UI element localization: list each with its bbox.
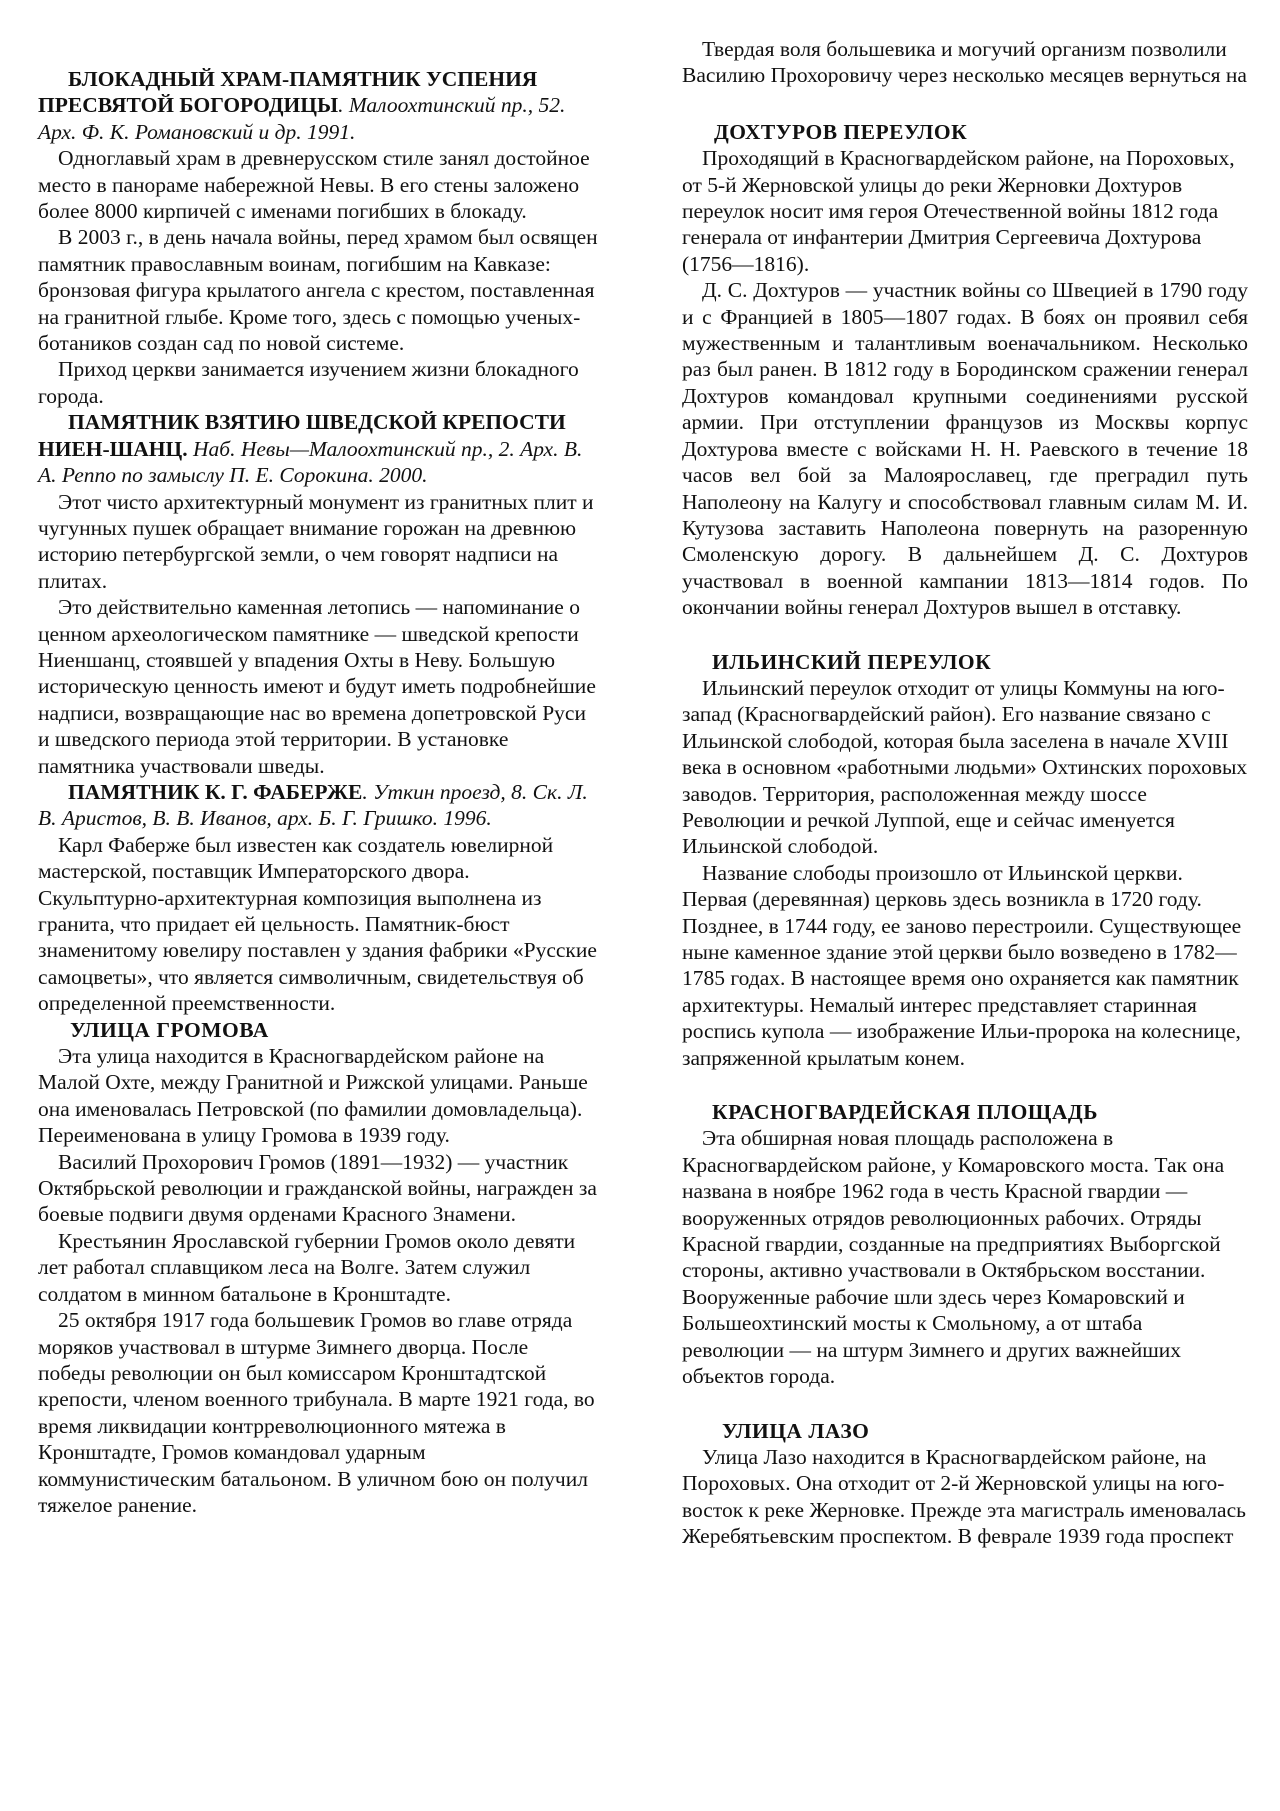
paragraph: Василий Прохорович Громов (1891—1932) — участник Октябрьской революции и гражданской войны, награжден за боевые подвиги двумя орденами Красного Знамени. bbox=[38, 1149, 597, 1227]
paragraph: Эта улица находится в Красногвардейском районе на Малой Охте, между Гранитной и Рижской улицами. Раньше она именовалась Петровской (по фамилии домовладельца). Переименована в улицу Громова в 1939 году. bbox=[38, 1044, 588, 1148]
paragraph: Ильинский переулок отходит от улицы Коммуны на юго-запад (Красногвардейский район). Его название связано с Ильинской слободой, которая была заселена в начале XVIII века в основном «работными людьми» Охтинских пороховых заводов. Территория, расположенная между шоссе Революции и речкой Луппой, еще и сейчас именуется Ильинской слободой. bbox=[682, 675, 1248, 859]
heading-address: Наб. Невы—Малоохтинский пр., 2. Арх. В. А. Реппо по замыслу П. Е. Сорокина. 2000. bbox=[38, 436, 583, 488]
heading-blockade-church bbox=[38, 66, 598, 145]
paragraph: Проходящий в Красногвардейском районе, на Пороховых, от 5-й Жерновской улицы до реки Жерновки Дохтуров переулок носит имя героя Отечественной войны 1812 года генерала от инфантерии Дмитрия Сергеевича Дохтурова (1756—1816). bbox=[682, 146, 1235, 276]
paragraph: Приход церкви занимается изучением жизни блокадного города. bbox=[38, 357, 579, 408]
paragraph: Крестьянин Ярославской губернии Громов около девяти лет работал сплавщиком леса на Волге. Затем служил солдатом в минном батальоне в Кронштадте. bbox=[38, 1228, 576, 1306]
paragraph: Д. С. Дохтуров — участник войны со Швецией в 1790 году и с Францией в 1805—1807 годах. В боях он проявил себя мужественным и талантливым военачальником. Несколько раз был ранен. В 1812 году в Бородинском сражении генерал Дохтуров командовал крупными соединениями русской армии. При отступлении французов из Москвы корпус Дохтурова вместе с войсками Н. Н. Раевского в течение 18 часов вел бой за Малоярославец, где преградил путь Наполеону на Калугу и способствовал главным силам М. И. Кутузова заставить Наполеона повернуть на разоренную Смоленскую дорогу. В дальнейшем Д. С. Дохтуров участвовал в военной кампании 1813—1814 годов. По окончании войны генерал Дохтуров вышел в отставку. bbox=[682, 278, 1248, 620]
heading-lazo-street: УЛИЦА ЛАЗО bbox=[722, 1418, 870, 1443]
paragraph: Карл Фаберже был известен как создатель ювелирной мастерской, поставщик Императорского двора. Скульптурно-архитектурная композиция выполнена из гранита, что придает ей цельность. Памятник-бюст знаменитому ювелиру поставлен у здания фабрики «Русские самоцветы», что является символичным, свидетельствуя об определенной преемственности. bbox=[38, 832, 597, 1016]
heading-dokhturov-lane: ДОХТУРОВ ПЕРЕУЛОК bbox=[714, 119, 968, 144]
heading-nyenskans-monument bbox=[38, 409, 598, 488]
heading-title: БЛОКАДНЫЙ ХРАМ-ПАМЯТНИК УСПЕНИЯ ПРЕСВЯТОЙ БОГОРОДИЦЫ bbox=[38, 67, 538, 118]
heading-title: ПАМЯТНИК К. Г. ФАБЕРЖЕ bbox=[68, 779, 363, 804]
right-column bbox=[682, 0, 1248, 1550]
heading-ilyinsky-lane: ИЛЬИНСКИЙ ПЕРЕУЛОК bbox=[712, 649, 992, 674]
paragraph: 25 октября 1917 года большевик Громов во главе отряда моряков участвовал в штурме Зимнего дворца. После победы революции он был комиссаром Кронштадтской крепости, членом военного трибунала. В марте 1921 года, во время ликвидации контрреволюционного мятежа в Кронштадте, Громов командовал ударным коммунистическим батальоном. В уличном бою он получил тяжелое ранение. bbox=[38, 1308, 595, 1517]
paragraph: Это действительно каменная летопись — напоминание о ценном археологическом памятнике — шведской крепости Ниеншанц, стоявшей у впадения Охты в Неву. Большую историческую ценность имеют и будут иметь подробнейшие надписи, возвращающие нас во времена допетровской Руси и шведского периода этой территории. В установке памятника участвовали шведы. bbox=[38, 595, 596, 778]
paragraph: Этот чисто архитектурный монумент из гранитных плит и чугунных пушек обращает внимание горожан на древнюю историю петербургской земли, о чем говорят надписи на плитах. bbox=[38, 489, 594, 593]
heading-address: . Малоохтинский пр., 52. Арх. Ф. К. Романовский и др. 1991. bbox=[38, 93, 566, 144]
heading-faberge-monument bbox=[38, 779, 598, 832]
paragraph: Название слободы произошло от Ильинской церкви. Первая (деревянная) церковь здесь возникла в 1720 году. Позднее, в 1744 году, ее заново перестроили. Существующее ныне каменное здание этой церкви было возведено в 1782—1785 годах. В настоящее время оно охраняется как памятник архитектуры. Немалый интерес представляет старинная роспись купола — изображение Ильи-пророка на колеснице, запряженной крылатым конем. bbox=[682, 860, 1242, 1070]
heading-address: . Уткин проезд, 8. Ск. Л. В. Аристов, В. В. Иванов, арх. Б. Г. Гришко. 1996. bbox=[38, 779, 588, 831]
paragraph: Эта обширная новая площадь расположена в Красногвардейском районе, у Комаровского моста. Так она названа в ноябре 1962 года в честь Красной гвардии — вооруженных отрядов революционных рабочих. Отряды Красной гвардии, созданные на предприятиях Выборгской стороны, активно участвовали в Октябрьском восстании. Вооруженные рабочие шли здесь через Комаровский и Большеохтинский мосты к Смольному, а от штаба революции — на штурм Зимнего и других важнейших объектов города. bbox=[682, 1126, 1225, 1389]
paragraph: Твердая воля большевика и могучий организм позволили Василию Прохоровичу через несколько месяцев вернуться на bbox=[682, 37, 1247, 88]
paragraph: В 2003 г., в день начала войны, перед храмом был освящен памятник православным воинам, погибшим на Кавказе: бронзовая фигура крылатого ангела с крестом, поставленная на гранитной глыбе. Кроме того, здесь с помощью ученых-ботаников создан сад по новой системе. bbox=[38, 225, 598, 356]
heading-gromov-street: УЛИЦА ГРОМОВА bbox=[70, 1017, 269, 1042]
paragraph: Одноглавый храм в древнерусском стиле занял достойное место в панораме набережной Невы. В его стены заложено более 8000 кирпичей с именами погибших в блокаду. bbox=[38, 146, 590, 224]
paragraph: Улица Лазо находится в Красногвардейском районе, на Пороховых. Она отходит от 2-й Жерновской улицы на юго-восток к реке Жерновке. Прежде эта магистраль именовалась Жеребятьевским проспектом. В феврале 1939 года проспект bbox=[682, 1444, 1246, 1549]
heading-title: ПАМЯТНИК ВЗЯТИЮ ШВЕДСКОЙ КРЕПОСТИ НИЕН-ШАНЦ. bbox=[38, 410, 566, 461]
left-column bbox=[38, 0, 598, 1518]
heading-krasnogvardeyskaya-square: КРАСНОГВАРДЕЙСКАЯ ПЛОЩАДЬ bbox=[712, 1100, 1098, 1125]
